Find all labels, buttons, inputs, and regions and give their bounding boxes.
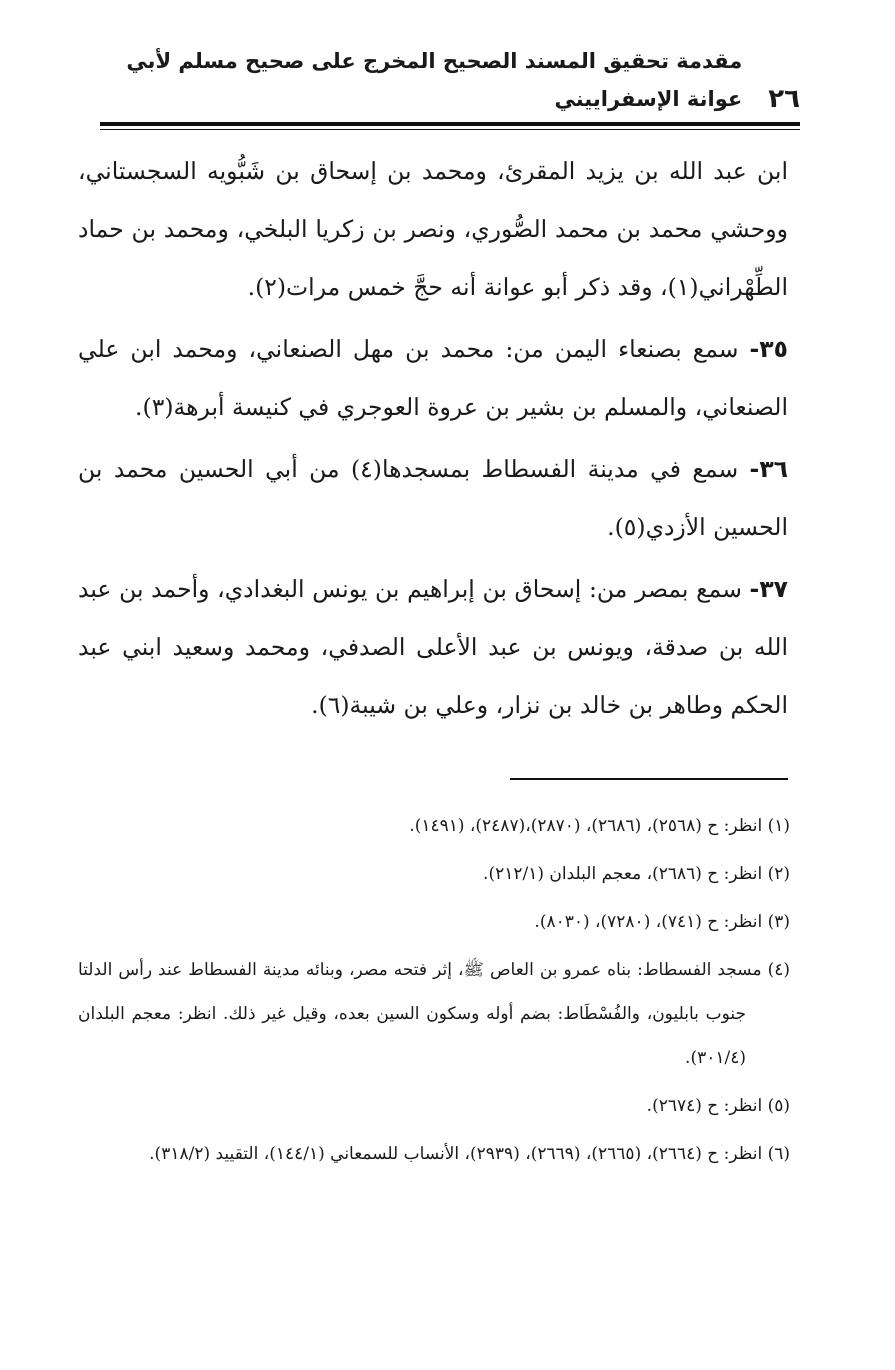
paragraph-36 <box>78 440 788 556</box>
paragraph-35 <box>78 320 788 436</box>
paragraph-1: ابن عبد الله بن يزيد المقرئ، ومحمد بن إسحاق بن شَبُّويه السجستاني، ووحشي محمد بن محمد الصُّوري، ونصر بن زكريا البلخي، ومحمد بن حماد الطِّهْراني(١)، وقد ذكر أبو عوانة أنه حجَّ خمس مرات(٢). <box>78 157 788 301</box>
paragraph-37 <box>78 560 788 734</box>
item-number-35: ٣٥- <box>749 335 788 363</box>
footnote-6: (٦) انظر: ح (٢٦٦٤)، (٢٦٦٥)، (٢٦٦٩)، (٢٩٣٩)، الأنساب للسمعاني (١٤٤/١)، التقييد (٣١٨/٢). <box>149 1144 790 1164</box>
footnote-4: (٤) مسجد الفسطاط: بناه عمرو بن العاص ﷺ، إثر فتحه مصر، وبنائه مدينة الفسطاط عند رأس الدلتا جنوب بابليون، والفُسْطَاط: بضم أوله وسكون السين بعده، وقيل غير ذلك. انظر: معجم البلدان (٣٠١/٤). <box>78 960 790 1068</box>
footnote-2: (٢) انظر: ح (٢٦٨٦)، معجم البلدان (٢١٢/١). <box>483 864 790 884</box>
page-number: ٢٦ <box>768 84 800 114</box>
item-number-36: ٣٦- <box>749 455 788 483</box>
paragraph-35-text: سمع بصنعاء اليمن من: محمد بن مهل الصنعاني، ومحمد ابن علي الصنعاني، والمسلم بن بشير بن عروة العوجري في كنيسة أبرهة(٣). <box>78 335 788 421</box>
header-rule-thick <box>100 122 800 126</box>
footnote-5: (٥) انظر: ح (٢٦٧٤). <box>646 1096 790 1116</box>
footnote-1: (١) انظر: ح (٢٥٦٨)، (٢٦٨٦)، (٢٨٧٠)،(٢٤٨٧)، (١٤٩١). <box>409 816 790 836</box>
paragraph-37-text: سمع بمصر من: إسحاق بن إبراهيم بن يونس البغدادي، وأحمد بن عبد الله بن صدقة، ويونس بن عبد الأعلى الصدفي، ومحمد وسعيد ابني عبد الحكم وطاهر بن خالد بن نزار، وعلي بن شيبة(٦). <box>78 575 788 719</box>
page-header <box>100 49 800 118</box>
footnotes <box>78 804 790 1180</box>
item-number-37: ٣٧- <box>749 575 788 603</box>
running-title: مقدمة تحقيق المسند الصحيح المخرج على صحيح مسلم لأبي عوانة الإسفراييني <box>126 49 743 111</box>
footnote-separator <box>510 778 788 780</box>
paragraph-36-text: سمع في مدينة الفسطاط بمسجدها(٤) من أبي الحسين محمد بن الحسين الأزدي(٥). <box>78 455 788 541</box>
main-text <box>78 142 788 738</box>
footnote-3: (٣) انظر: ح (٧٤١)، (٧٢٨٠)، (٨٠٣٠). <box>534 912 790 932</box>
header-rule-thin <box>100 129 800 130</box>
